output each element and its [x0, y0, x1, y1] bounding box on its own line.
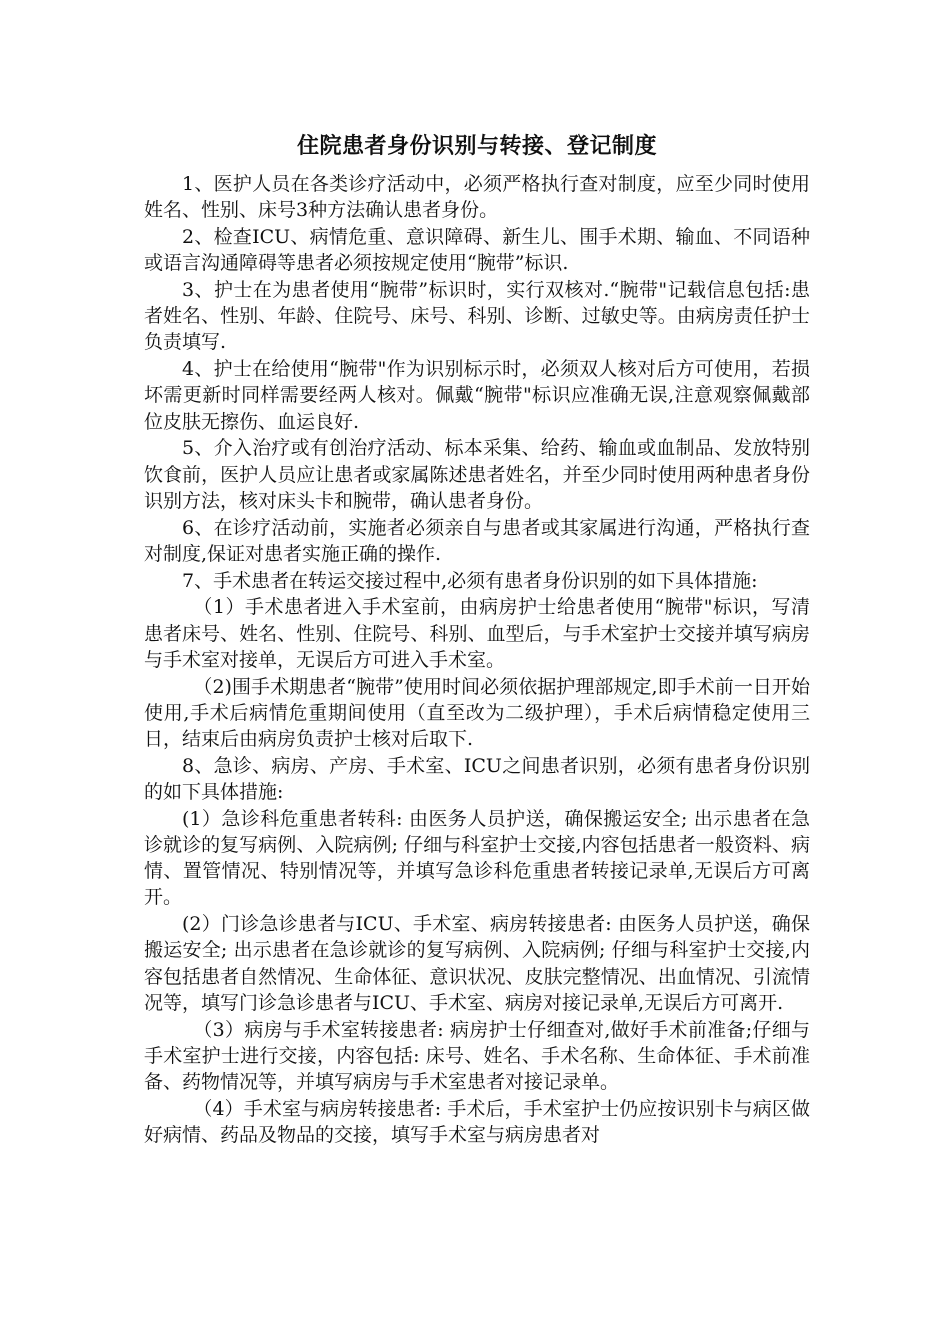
paragraph-8-1: (1）急诊科危重患者转科: 由医务人员护送，确保搬运安全; 出示患者在急诊就诊的复写病例、入院病例; 仔细与科室护士交接,内容包括患者一般资料、病情、置管情况、特别情况等，并填写急诊科危重患者转接记录单,无误后方可离开。 — [144, 807, 810, 909]
paragraph-8-2: (2）门诊急诊患者与ICU、手术室、病房转接患者: 由医务人员护送，确保搬运安全; 出示患者在急诊就诊的复写病例、入院病例; 仔细与科室护士交接,内容包括患者自然情况、生命体征、意识状况、皮肤完整情况、出血情况、引流情况等，填写门诊急诊患者与ICU、手术室、病房对接记录单,无误后方可离开. — [144, 913, 810, 1014]
paragraph-8-3: （3）病房与手术室转接患者: 病房护士仔细查对,做好手术前准备;仔细与手术室护士进行交接，内容包括: 床号、姓名、手术名称、生命体征、手术前准备、药物情况等，并填写病房与手术室患者对接记录单。 — [144, 1018, 810, 1094]
paragraph-5: 5、介入治疗或有创治疗活动、标本采集、给药、输血或血制品、发放特别饮食前，医护人员应让患者或家属陈述患者姓名，并至少同时使用两种患者身份识别方法，核对床头卡和腕带，确认患者身份。 — [144, 437, 810, 512]
paragraph-6: 6、在诊疗活动前，实施者必须亲自与患者或其家属进行沟通，严格执行查对制度,保证对患者实施正确的操作. — [144, 516, 810, 565]
paragraph-8-4: （4）手术室与病房转接患者: 手术后，手术室护士仍应按识别卡与病区做好病情、药品及物品的交接，填写手术室与病房患者对 — [144, 1097, 810, 1147]
paragraph-2: 2、检查ICU、病情危重、意识障碍、新生儿、围手术期、输血、不同语种或语言沟通障碍等患者必须按规定使用“腕带”标识. — [144, 226, 810, 275]
paragraph-7-2: （2)围手术期患者“腕带”使用时间必须依据护理部规定,即手术前一日开始使用,手术后病情危重期间使用（直至改为二级护理），手术后病情稳定使用三日，结束后由病房负责护士核对后取下. — [144, 675, 810, 751]
paragraph-3: 3、护士在为患者使用“腕带”标识时，实行双核对.“腕带"记载信息包括:患者姓名、性别、年龄、住院号、床号、科别、诊断、过敏史等。由病房责任护士负责填写. — [144, 279, 810, 354]
paragraph-8: 8、急诊、病房、产房、手术室、ICU之间患者识别，必须有患者身份识别的如下具体措施: — [144, 754, 810, 804]
document-body — [144, 132, 810, 1149]
paragraph-7: 7、手术患者在转运交接过程中,必须有患者身份识别的如下具体措施: — [182, 569, 758, 592]
paragraph-7-1: （1）手术患者进入手术室前，由病房护士给患者使用“腕带"标识，写清患者床号、姓名、性别、住院号、科别、血型后，与手术室护士交接并填写病房与手术室对接单，无误后方可进入手术室。 — [144, 596, 810, 671]
paragraph-1: 1、医护人员在各类诊疗活动中，必须严格执行查对制度，应至少同时使用姓名、性别、床号3种方法确认患者身份。 — [144, 173, 810, 222]
paragraph-4: 4、护士在给使用“腕带"作为识别标示时，必须双人核对后方可使用，若损坏需更新时同样需要经两人核对。佩戴“腕带"标识应准确无误,注意观察佩戴部位皮肤无擦伤、血运良好. — [144, 358, 810, 433]
document-title: 住院患者身份识别与转接、登记制度 — [296, 134, 657, 159]
